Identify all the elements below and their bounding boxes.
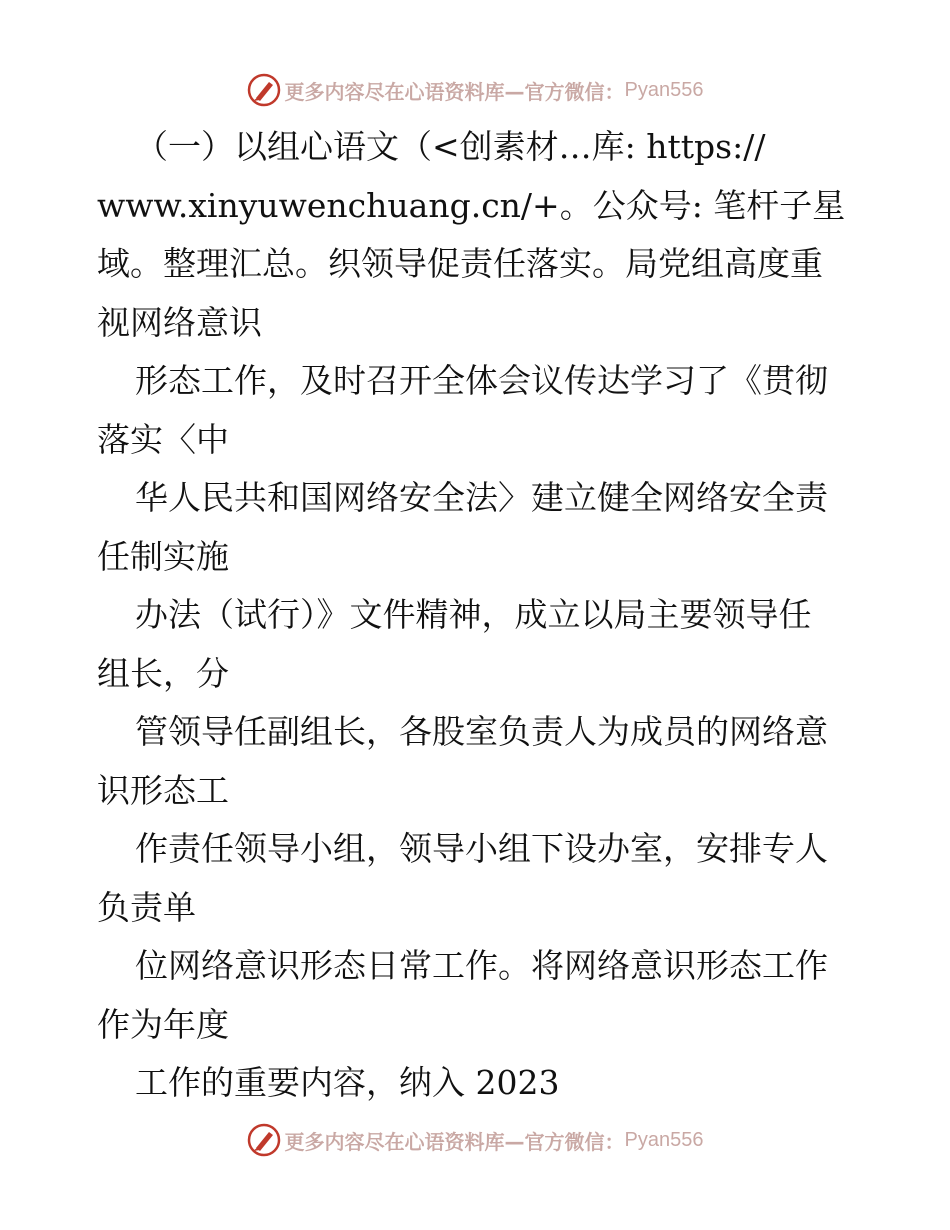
text-line: 落实〈中 bbox=[97, 419, 229, 459]
text-line: 华人民共和国网络安全法〉建立健全网络安全责 bbox=[135, 478, 828, 517]
text-line: 作为年度 bbox=[97, 1004, 229, 1044]
pen-nib-logo-icon bbox=[247, 1123, 281, 1157]
text-line: 作责任领导小组，领导小组下设办室，安排专人 bbox=[135, 829, 828, 868]
text-line: 位网络意识形态日常工作。将网络意识形态工作 bbox=[135, 946, 828, 985]
pen-nib-logo-icon bbox=[247, 73, 281, 107]
document-body bbox=[97, 118, 857, 1113]
text-line: （一）以组心语文（<创素材…库: https:// bbox=[135, 127, 766, 166]
watermark-text: 更多内容尽在心语资料库—官方微信： bbox=[284, 79, 625, 104]
watermark-text: 更多内容尽在心语资料库—官方微信： bbox=[284, 1129, 625, 1154]
text-line: 视网络意识 bbox=[97, 302, 262, 342]
watermark-account: Pyan556 bbox=[624, 1128, 704, 1151]
text-line: 形态工作，及时召开全体会议传达学习了《贯彻 bbox=[135, 361, 828, 400]
text-line: 管领导任副组长，各股室负责人为成员的网络意 bbox=[135, 712, 828, 751]
text-line: 域。整理汇总。织领导促责任落实。局党组高度重 bbox=[97, 244, 823, 283]
text-line: 工作的重要内容，纳入 2023 bbox=[135, 1063, 560, 1102]
text-line: 识形态工 bbox=[97, 770, 229, 810]
text-line: 办法（试行）》文件精神，成立以局主要领导任 bbox=[135, 595, 812, 634]
text-line: www.xinyuwenchuang.cn/+。公众号: 笔杆子星 bbox=[97, 185, 846, 225]
watermark-account: Pyan556 bbox=[624, 78, 704, 101]
text-line: 负责单 bbox=[97, 887, 196, 927]
header-watermark bbox=[0, 70, 950, 110]
text-line: 任制实施 bbox=[97, 536, 229, 576]
text-line: 组长，分 bbox=[97, 653, 229, 693]
footer-watermark bbox=[0, 1120, 950, 1160]
